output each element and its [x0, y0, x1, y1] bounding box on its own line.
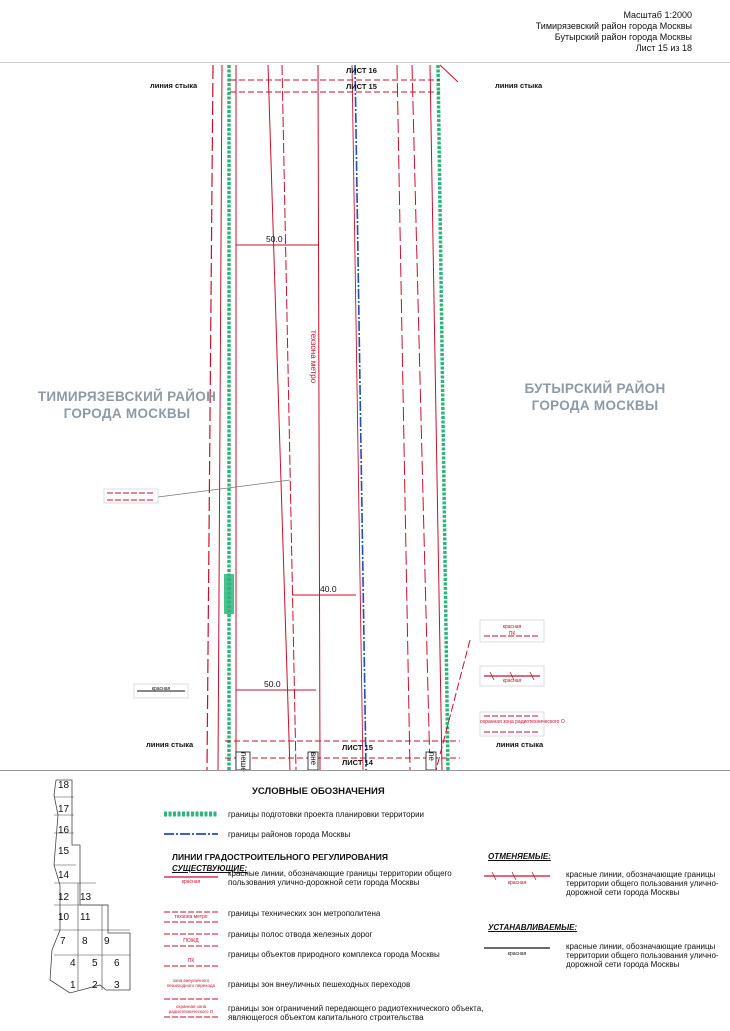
legend-establish-sym: красная — [507, 951, 527, 957]
keymap-12: 12 — [58, 892, 70, 903]
junction-line-bottom-right: линия стыка — [496, 740, 544, 749]
legend-radio-zones: границы зон ограничений передающего радиотехнического объекта, являющегося объектом капитального строительства — [228, 1004, 484, 1022]
keymap-14: 14 — [58, 870, 70, 881]
keymap-2: 2 — [92, 980, 98, 991]
bottom-vtext-3: пе — [427, 752, 436, 761]
inner-red-5 — [352, 65, 363, 770]
legend-nature-complex: границы объектов природного комплекса города Москвы — [228, 950, 440, 959]
legend-existing: СУЩЕСТВУЮЩИЕ: — [172, 864, 248, 873]
keymap-5: 5 — [92, 958, 98, 969]
keymap-13: 13 — [80, 892, 92, 903]
legend-metro-zones: границы технических зон метрополитена — [228, 909, 381, 918]
map-red-line-callout-label: красная — [151, 686, 171, 692]
keymap-7: 7 — [60, 936, 66, 947]
legend-sym-radio: охранная зона радиотехнического О — [168, 1004, 214, 1014]
keymap-4: 4 — [70, 958, 76, 969]
metro-callout-box — [104, 489, 158, 503]
legend-sym-metro: техзона метро — [174, 914, 208, 920]
district-boundary-blue — [355, 65, 366, 770]
left-green-block — [224, 574, 234, 614]
inner-red-2 — [268, 65, 290, 770]
junction-line-top-left: линия стыка — [150, 81, 198, 90]
map-red-callout-label: красная — [502, 624, 522, 630]
legend-establish-text: красные линии, обозначающие границы территории общего пользования улично-дорожной сети города Москвы — [566, 942, 719, 969]
bottom-vtext-2: вне — [309, 752, 318, 766]
inner-red-3 — [282, 65, 296, 770]
junction-line-bottom-left: линия стыка — [146, 740, 194, 749]
legend-district-boundary: границы районов города Москвы — [228, 830, 351, 839]
legend-cancel-sym: красная — [507, 880, 527, 886]
dimension-mid: 40.0 — [320, 584, 337, 594]
right-red-top — [440, 65, 458, 82]
dimension-top: 50.0 — [266, 234, 283, 244]
map-pk-callout-label: ПК — [508, 631, 516, 637]
keymap-9: 9 — [104, 936, 110, 947]
legend-right-symbols — [478, 862, 558, 962]
legend-sym-pk: ПК — [187, 958, 195, 964]
inner-red-6 — [397, 65, 410, 770]
district-left-label: ТИМИРЯЗЕВСКИЙ РАЙОН ГОРОДА МОСКВЫ — [37, 389, 217, 421]
district-right-label: БУТЫРСКИЙ РАЙОН ГОРОДА МОСКВЫ — [524, 381, 666, 413]
dimension-bottom: 50.0 — [264, 679, 281, 689]
keymap-16: 16 — [58, 825, 70, 836]
keymap-11: 11 — [80, 912, 91, 923]
map-protect-callout-label: охранная зона радиотехнического О — [480, 719, 565, 725]
keymap-18: 18 — [58, 780, 70, 791]
keymap-1: 1 — [70, 980, 76, 991]
sheet-14-label: ЛИСТ 14 — [342, 758, 373, 767]
sheet-15-label-top: ЛИСТ 15 — [346, 82, 377, 91]
metro-callout-leader — [158, 480, 290, 497]
keymap-15: 15 — [58, 846, 70, 857]
legend-red-lines-existing: красные линии, обозначающие границы территории общего пользования улично-дорожной сети города Москвы — [228, 869, 452, 887]
legend-cancelled: ОТМЕНЯЕМЫЕ: — [488, 852, 551, 861]
legend-regulation-title: ЛИНИИ ГРАДОСТРОИТЕЛЬНОГО РЕГУЛИРОВАНИЯ — [172, 852, 388, 862]
sheet-16-label: ЛИСТ 16 — [346, 66, 377, 75]
legend-cancel-text: красные линии, обозначающие границы территории общего пользования улично-дорожной сети города Москвы — [566, 870, 719, 897]
keymap-17: 17 — [58, 804, 70, 815]
right-green-boundary — [438, 65, 448, 770]
keymap-6: 6 — [114, 958, 120, 969]
map-cancel-callout-label: красная — [502, 678, 522, 684]
bottom-vtext-1: пеше — [239, 752, 248, 772]
junction-line-top-right: линия стыка — [495, 81, 543, 90]
keymap-3: 3 — [114, 980, 120, 991]
legend-sym-pedestrian: зона внеуличного пешеходного перехода — [166, 978, 216, 988]
sheet-15-label-bottom: ЛИСТ 15 — [342, 743, 373, 752]
legend-sym-red: красная — [181, 879, 201, 885]
metro-zone-label: техзона метро — [309, 330, 318, 384]
inner-red-4 — [318, 65, 320, 770]
legend-existing-symbols — [160, 872, 222, 1022]
keymap-8: 8 — [82, 936, 88, 947]
legend-title: УСЛОВНЫЕ ОБОЗНАЧЕНИЯ — [252, 786, 385, 797]
keymap-10: 10 — [58, 912, 70, 923]
legend-rail-strips: границы полос отвода железных дорог — [228, 930, 373, 939]
legend-pedestrian-zones: границы зон внеуличных пешеходных переходов — [228, 980, 411, 989]
legend-planning-boundary: границы подготовки проекта планировки территории — [228, 810, 425, 819]
legend-sym-rail: ПОЖД — [183, 938, 199, 944]
district-1-label: Тимирязевский район города Москвы — [535, 21, 692, 31]
district-2-label: Бутырский район города Москвы — [554, 32, 692, 42]
inner-red-7 — [412, 65, 430, 770]
legend-established: УСТАНАВЛИВАЕМЫЕ: — [488, 923, 578, 932]
scale-label: Масштаб 1:2000 — [623, 10, 692, 20]
sheet-number: Лист 15 из 18 — [635, 43, 692, 53]
